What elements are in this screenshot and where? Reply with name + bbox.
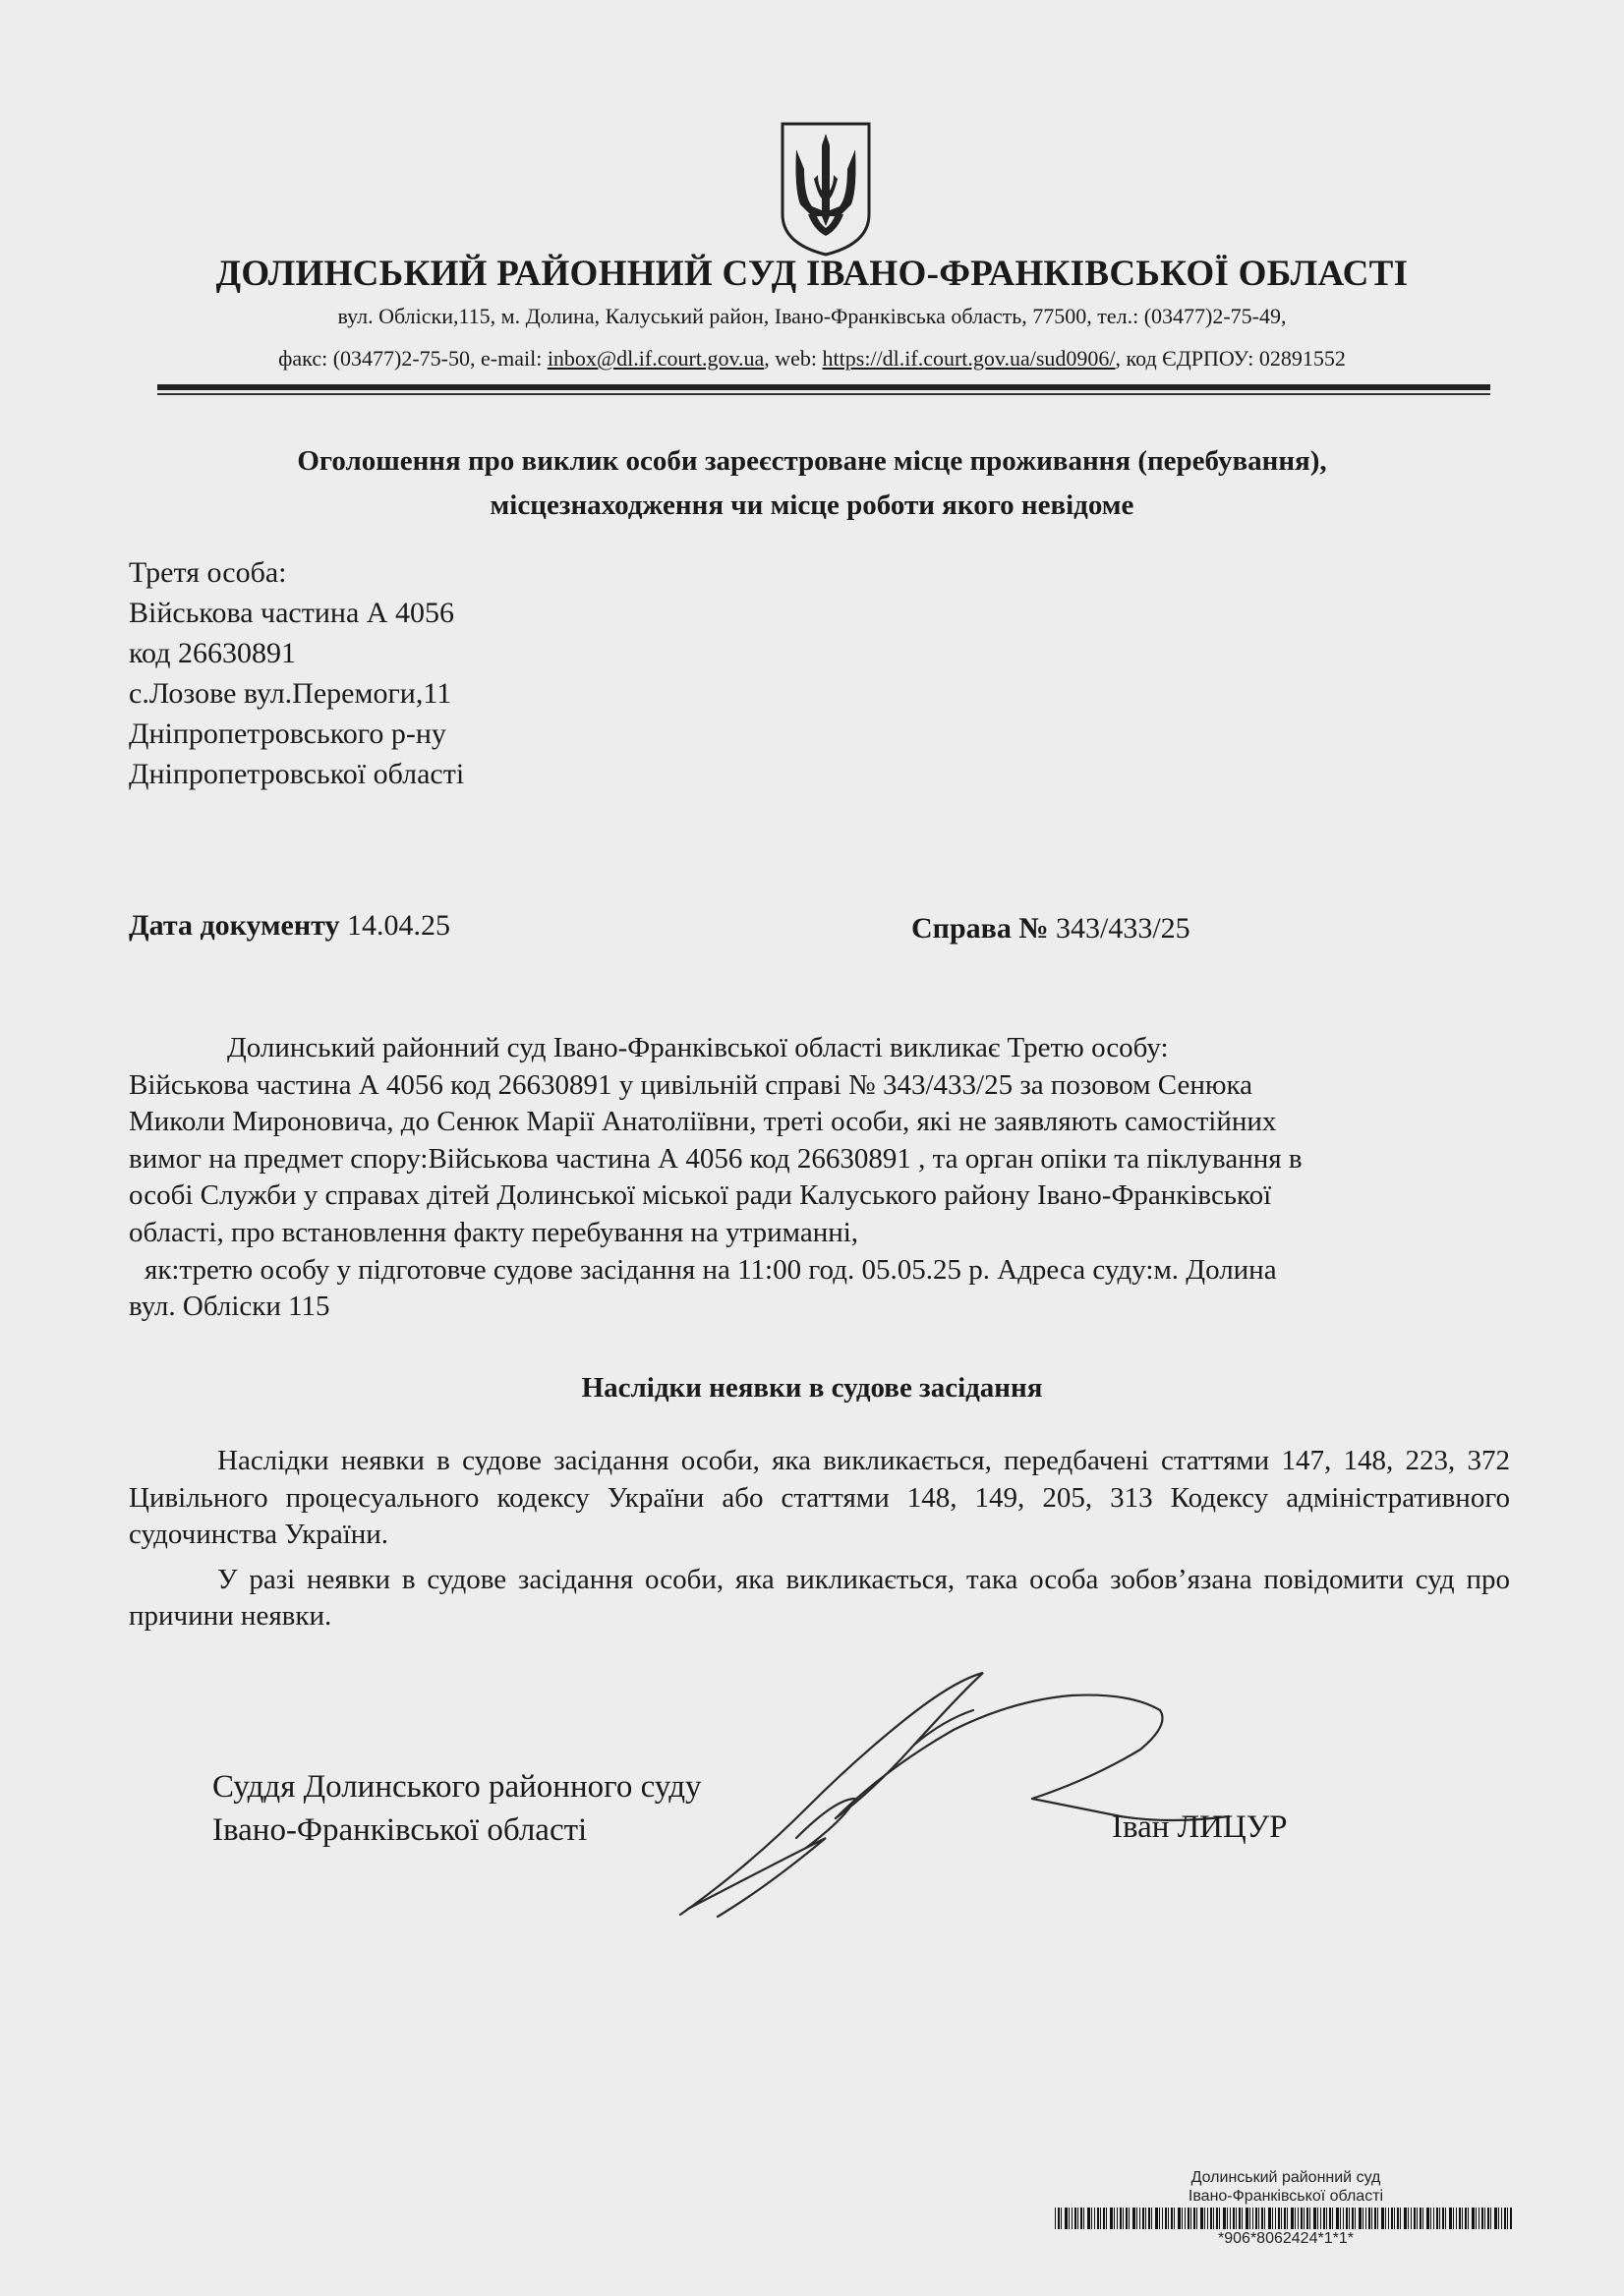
notice-title-line-1: Оголошення про виклик особи зареєстроване місце проживання (перебування), (297, 445, 1327, 477)
body-line: вул. Обліски 115 (129, 1291, 330, 1323)
consequences-paragraph: Наслідки неявки в судове засідання особи, яка викликається, передбачені статтями 147, 148, 223, 372 Цивільного процесуального кодексу України або статтями 148, 149, 205, 313 Кодексу адміністративного судочинства України. (129, 1445, 1510, 1550)
consequences-paragraph: У разі неявки в судове засідання особи, яка викликається, така особа зобов’язана повідомити суд про причини неявки. (129, 1563, 1510, 1632)
body-line: області, про встановлення факту перебування на утриманні, (129, 1216, 859, 1248)
notice-title (0, 439, 1624, 528)
stamp-region-line: Івано-Франківської області (1188, 2188, 1384, 2205)
judge-title-line-2: Івано-Франківської області (212, 1812, 588, 1848)
case-number-label: Справа № (911, 912, 1049, 945)
consequences-text (129, 1443, 1510, 1636)
document-date-label: Дата документу (129, 909, 340, 942)
body-line: Миколи Мироновича, до Сенюк Марії Анатоліївни, треті особи, які не заявляють самостійних (129, 1106, 1277, 1138)
body-line: як:третю особу у підготовче судове засідання на 11:00 год. 05.05.25 р. Адреса суду:м. Долина (145, 1253, 1277, 1286)
case-number-value: 343/433/25 (1048, 912, 1190, 945)
body-line: Долинський районний суд Івано-Франківської області викликає Третю особу: (227, 1032, 1169, 1063)
handwritten-signature-icon (659, 1651, 1298, 1936)
stamp-court-line: Долинський районний суд (1190, 2169, 1381, 2186)
addressee-line: код 26630891 (129, 637, 296, 669)
summons-body (129, 1030, 1510, 1326)
addressee-block (129, 552, 464, 794)
case-number (911, 912, 1190, 946)
court-address: вул. Обліски,115, м. Долина, Калуський район, Івано-Франківська область, 77500, тел.: (03477)2-75-49, (337, 304, 1287, 328)
document-date (129, 909, 450, 943)
judge-title (212, 1765, 702, 1852)
addressee-line: Третя особа: (129, 556, 287, 589)
notice-title-line-2: місцезнаходження чи місце роботи якого невідоме (490, 489, 1134, 521)
trident-coat-of-arms-icon (779, 120, 873, 258)
barcode-icon (1055, 2208, 1517, 2229)
document-date-value: 14.04.25 (339, 909, 450, 942)
barcode-number: *906*8062424*1*1* (1218, 2230, 1354, 2247)
website-link[interactable]: https://dl.if.court.gov.ua/sud0906/ (822, 346, 1116, 371)
registration-stamp (1055, 2168, 1517, 2248)
header-divider-thin (157, 393, 1490, 395)
consequences-title: Наслідки неявки в судове засідання (581, 1372, 1043, 1404)
header-divider (157, 384, 1490, 390)
addressee-line: с.Лозове вул.Перемоги,11 (129, 677, 452, 710)
web-label: , web: (764, 346, 823, 371)
body-line: Військова частина А 4056 код 26630891 у цивільній справі № 343/433/25 за позовом Сенюка (129, 1068, 1253, 1101)
addressee-line: Дніпропетровської області (129, 758, 465, 790)
fax-text: факс: (03477)2-75-50, e-mail: (278, 346, 548, 371)
body-line: особі Служби у справах дітей Долинської міської ради Калуського району Івано-Франківської (129, 1179, 1272, 1212)
judge-title-line-1: Суддя Долинського районного суду (212, 1769, 702, 1805)
email-link[interactable]: inbox@dl.if.court.gov.ua (547, 346, 765, 371)
body-line: вимог на предмет спору:Військова частина А 4056 код 26630891 , та орган опіки та піклування в (129, 1142, 1303, 1175)
addressee-line: Дніпропетровського р-ну (129, 718, 446, 750)
judge-name: Іван ЛИЦУР (1112, 1809, 1288, 1845)
addressee-line: Військова частина А 4056 (129, 597, 454, 629)
court-name: ДОЛИНСЬКИЙ РАЙОННИЙ СУД ІВАНО-ФРАНКІВСЬКОЇ ОБЛАСТІ (215, 254, 1409, 294)
court-contacts (0, 346, 1624, 372)
edrpou-code: , код ЄДРПОУ: 02891552 (1115, 346, 1346, 371)
